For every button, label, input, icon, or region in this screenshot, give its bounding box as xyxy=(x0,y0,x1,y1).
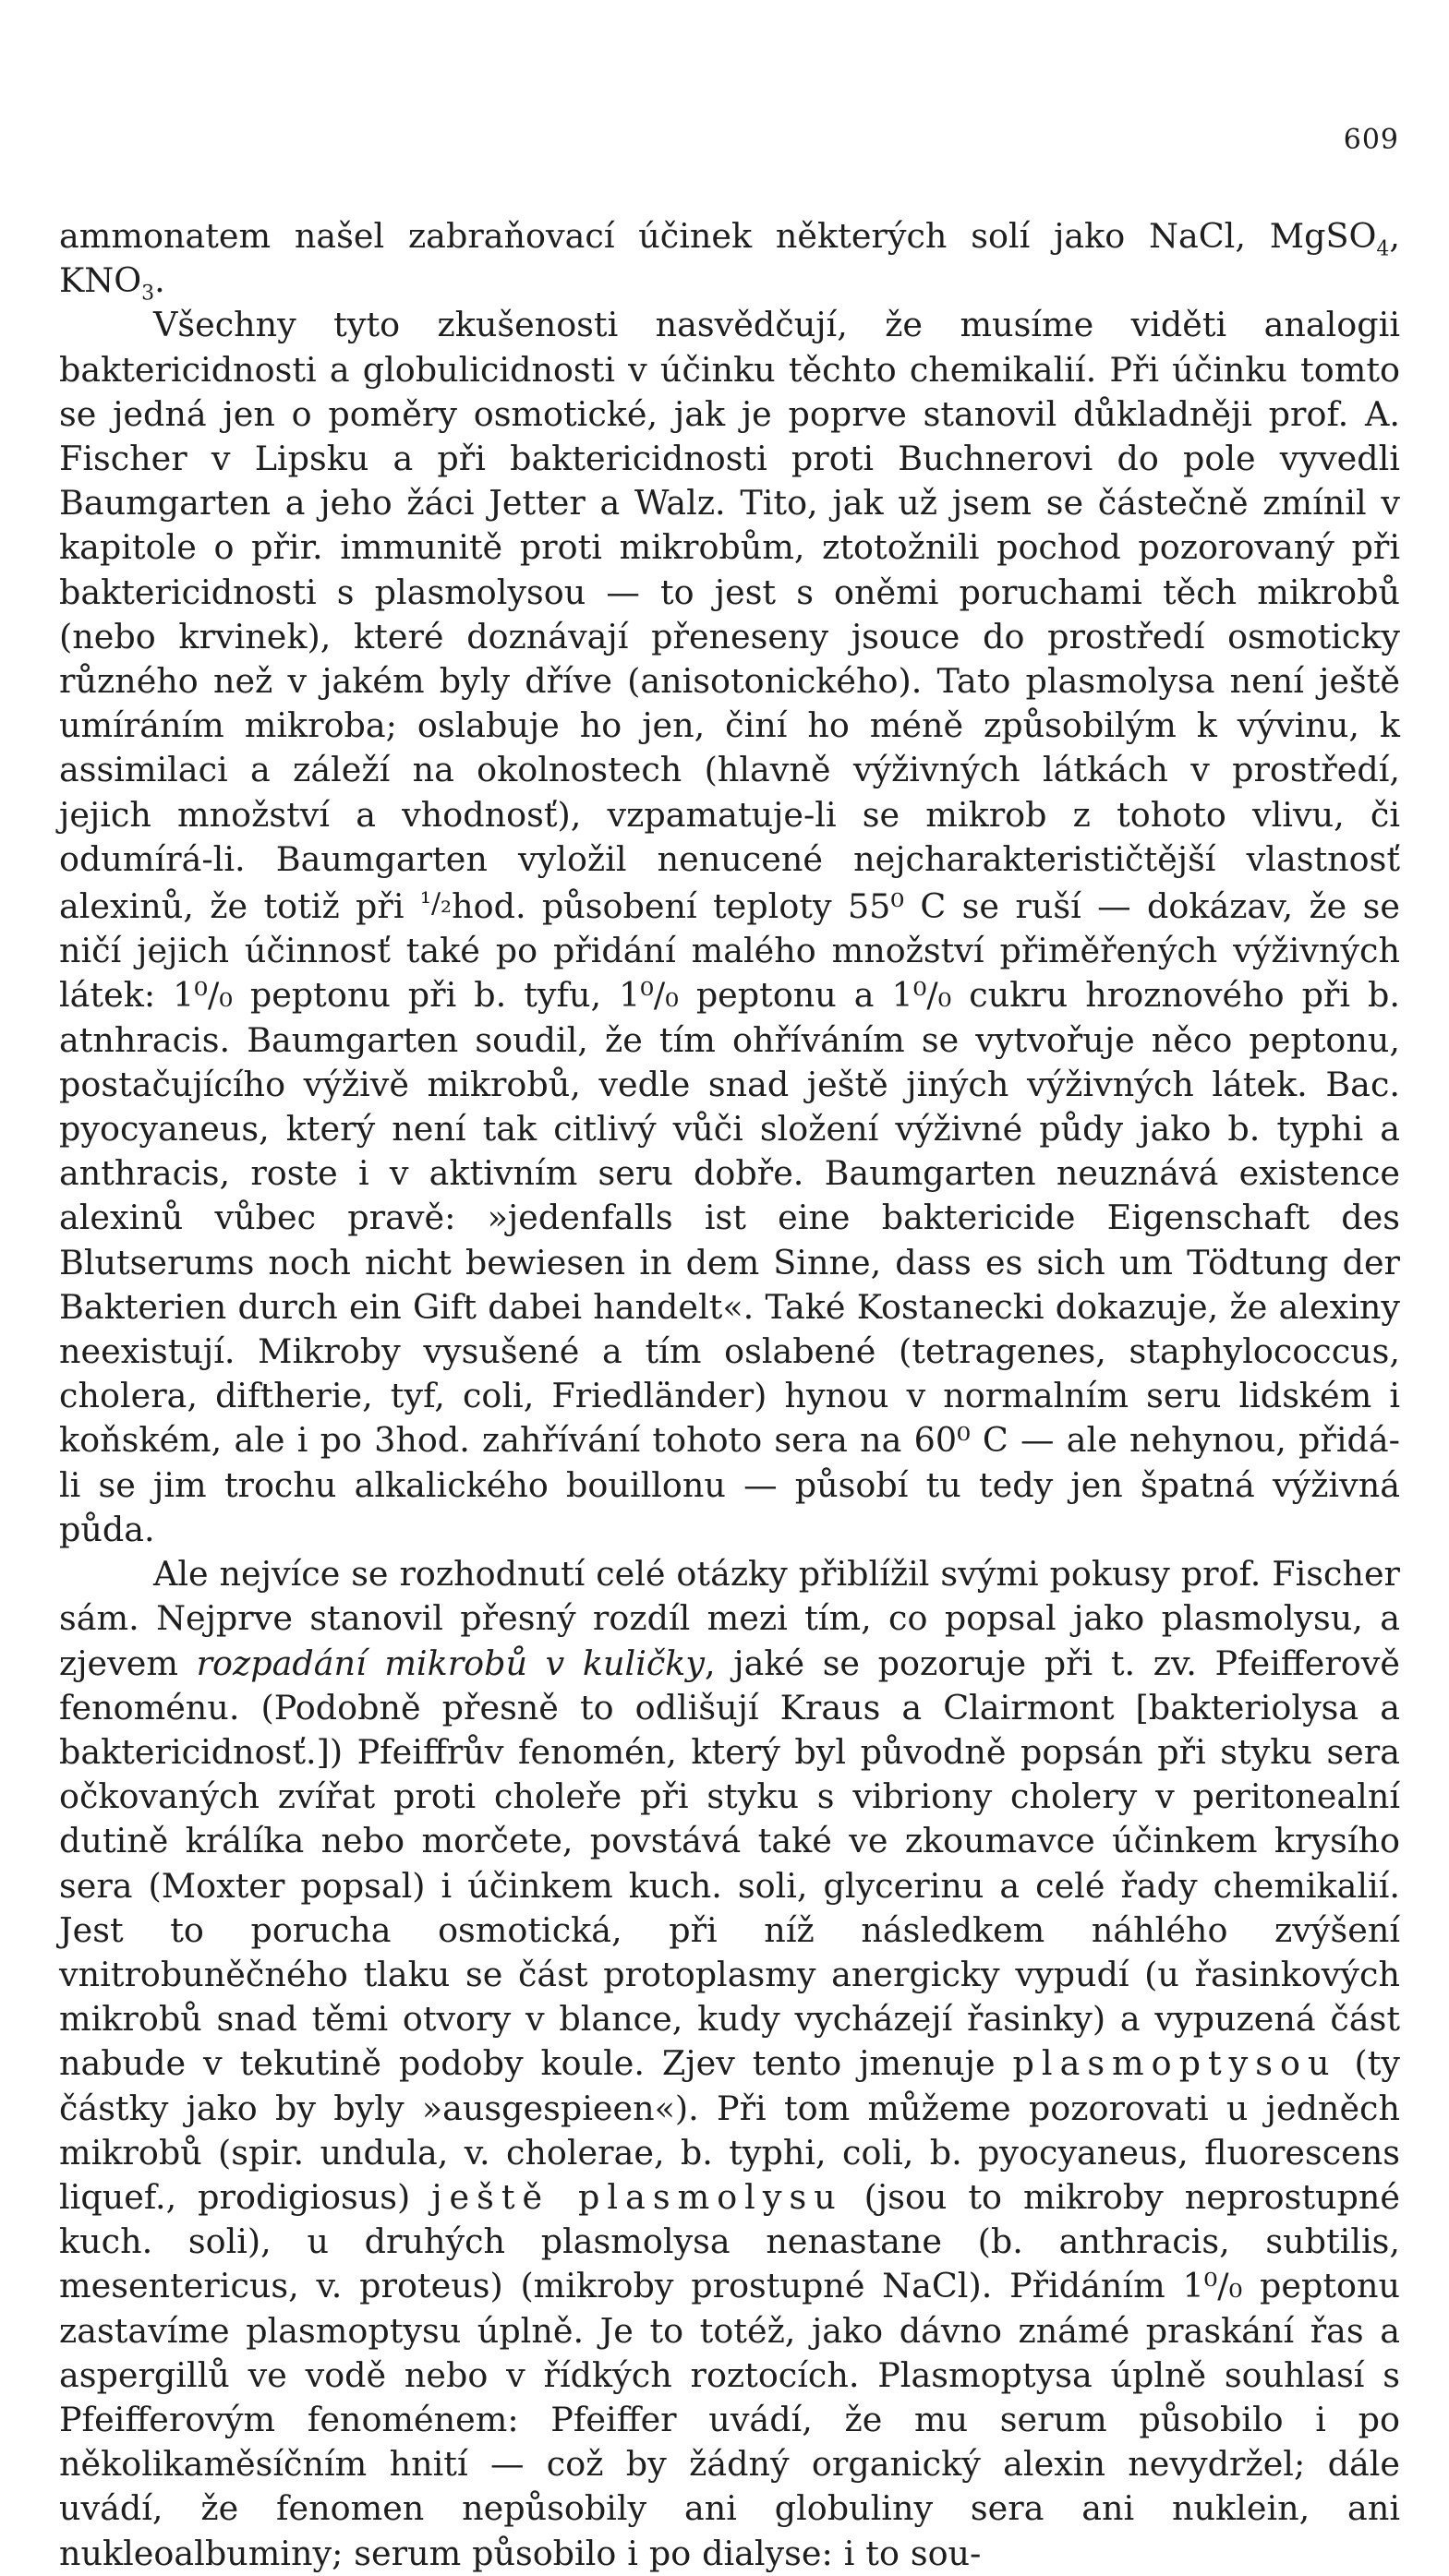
text-run: , KNO xyxy=(59,216,1400,301)
text-run: (ty částky jako by byly »ausgespieen«). Při tom můžeme pozorovati u jedněch mikrobů (spir. undula, v. cholerae, b. typhi, coli, b. pyocyaneus, fluorescens liquef., prodigiosus) xyxy=(59,2043,1400,2217)
text-run: Všechny tyto zkušenosti nasvědčují, že musíme viděti analogii baktericidnosti a globulicidnosti v účinku těchto chemikalií. Při účinku tomto se jedná jen o poměry osmotické, jak je poprve stanovil důkladněji prof. A. Fischer v Lipsku a při baktericidnosti proti Buchnerovi do pole vyvedli Baumgarten a jeho žáci Jetter a Walz. Tito, jak už jsem se částečně zmínil v kapitole o přir. immunitě proti mikrobům, ztotožnili pochod pozorovaný při baktericidnosti s plasmolysou — to jest s oněmi poruchami těch mikrobů (nebo krvinek), které doznávají přeneseny jsouce do prostředí osmoticky různého než v jakém byly dříve (anisotonického). Tato plasmolysa není ještě umíráním mikroba; oslabuje ho jen, činí ho méně způsobilým k vývinu, k assimilaci a záleží na okolnostech (hlavně výživných látkách v prostředí, jejich množství a vhodnosť), vzpamatuje-li se mikrob z tohoto vlivu, či odumírá-li. Baumgarten vyložil nenucené nejcharakterističtější vlastnosť alexinů, že totiž při xyxy=(59,305,1400,927)
text-run: ammonatem našel zabraňovací účinek některých solí jako NaCl, MgSO xyxy=(59,216,1377,256)
text-run: hod. působení teploty 55⁰ C se ruší — dokázav, že se ničí jejich účinnosť také po přidání malého množství přiměřených výživných látek: 1⁰/₀ peptonu při b. tyfu, 1⁰/₀ peptonu a 1⁰/₀ cukru hroznového při b. atnhracis. Baumgarten soudil, že tím ohříváním se vytvořuje něco peptonu, postačujícího výživě mikrobů, vedle snad ještě jiných výživných látek. Bac. pyocyaneus, který není tak citlivý vůči složení výživné půdy jako b. typhi a anthracis, roste i v aktivním seru dobře. Baumgarten neuznává existence alexinů vůbec pravě: »jedenfalls ist eine baktericide Eigenschaft des Blutserums noch nicht bewiesen in dem Sinne, dass es sich um Tödtung der Bakterien durch ein Gift dabei handelt«. Také Kostanecki dokazuje, že alexiny neexistují. Mikroby vysušené a tím oslabené (tetragenes, staphylococcus, cholera, diftherie, tyf, coli, Friedländer) hynou v normalním seru lidském i koňském, ale i po 3hod. zahřívání tohoto sera na 60⁰ C — ale nehynou, přidá-li se jim trochu alkalického bouillonu — působí tu tedy jen špatná výživná půda. xyxy=(59,886,1400,1549)
paragraph xyxy=(59,303,1400,1552)
italic-run: rozpadání mikrobů v kuličky xyxy=(196,1643,706,1683)
spaced-emphasis: plasmoptysou xyxy=(1012,2043,1337,2084)
paragraph xyxy=(59,214,1400,306)
subscript: 3 xyxy=(141,282,155,306)
text-run: . xyxy=(154,260,165,301)
page-number: 609 xyxy=(1343,124,1399,156)
text-run: , jaké se pozoruje při t. zv. Pfeifferově fenoménu. (Podobně přesně to odlišují Kraus a Clairmont [bakteriolysa a baktericidnosť.]) Pfeiffrův fenomén, který byl původně popsán při styku sera očkovaných zvířat proti choleře při styku s vibriony cholery v peritonealní dutině králíka nebo morčete, povstává také ve zkoumavce účinkem krysího sera (Moxter popsal) i účinkem kuch. soli, glycerinu a celé řady chemikalií. Jest to porucha osmotická, při níž následkem náhlého zvýšení vnitrobuněčného tlaku se část protoplasmy anergicky vypudí (u řasinkových mikrobů snad těmi otvory v blance, kudy vycházejí řasinky) a vypuzená část nabude v tekutině podoby koule. Zjev tento jmenuje xyxy=(59,1643,1400,2084)
text-run: (jsou to mikroby neprostupné kuch. soli), u druhých plasmolysa nenastane (b. anthracis, subtilis, mesentericus, v. proteus) (mikroby prostupné NaCl). Přidáním 1⁰/₀ peptonu zastavíme plasmoptysu úplně. Je to totéž, jako dávno známé praskání řas a aspergillů ve vodě nebo v řídkých roztocích. Plasmoptysa úplně souhlasí s Pfeifferovým fenoménem: Pfeiffer uvádí, že mu serum působilo i po několikaměsíčním hnití — což by žádný organický alexin nevydržel; dále uvádí, že fenomen nepůsobily ani globuliny sera ani nuklein, ani nukleoalbuminy; serum působilo i po dialyse: i to sou- xyxy=(59,2176,1400,2573)
text-run: Ale nejvíce se rozhodnutí celé otázky přiblížil svými pokusy prof. Fischer sám. Nejprve stanovil přesný rozdíl mezi tím, co popsal jako plasmolysu, a zjevem xyxy=(59,1554,1400,1683)
body-text xyxy=(59,214,1400,2576)
fraction: ¹/₂ xyxy=(419,887,453,921)
spaced-emphasis: ještě plasmolysu xyxy=(431,2176,843,2217)
subscript: 4 xyxy=(1376,237,1390,261)
paragraph xyxy=(59,1552,1400,2576)
